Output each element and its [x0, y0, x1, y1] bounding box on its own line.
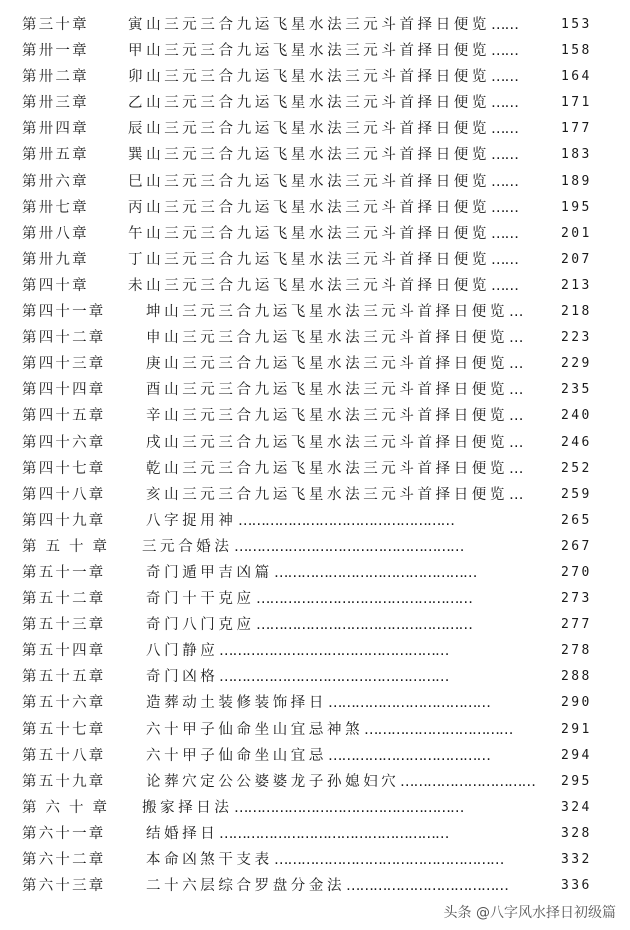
- toc-entry: [0, 403, 630, 429]
- table-of-contents: [0, 12, 630, 899]
- page-number: 278: [561, 643, 592, 659]
- toc-entry: [0, 664, 630, 690]
- leader-dots: ……………………………………………: [219, 669, 449, 686]
- leader-dots: ……: [491, 225, 518, 242]
- chapter-number: 第四十四章: [22, 382, 106, 399]
- toc-entry: [0, 612, 630, 638]
- leader-dots: ……: [491, 147, 518, 164]
- toc-entry: [0, 847, 630, 873]
- leader-dots: …: [509, 356, 523, 373]
- page-number: 336: [561, 878, 592, 894]
- chapter-title: 丙山三元三合九运飞星水法三元斗首择日便览: [128, 199, 490, 216]
- toc-entry: [0, 377, 630, 403]
- leader-dots: …: [509, 330, 523, 347]
- chapter-title: 甲山三元三合九运飞星水法三元斗首择日便览: [128, 43, 490, 60]
- chapter-number: 第四十七章: [22, 460, 106, 477]
- toc-entry: [0, 743, 630, 769]
- chapter-number: 第五十五章: [22, 669, 106, 686]
- chapter-number: 第卅六章: [22, 173, 89, 190]
- chapter-number: 第卅五章: [22, 147, 89, 164]
- chapter-title: 丁山三元三合九运飞星水法三元斗首择日便览: [128, 251, 490, 268]
- leader-dots: ……: [491, 121, 518, 138]
- chapter-title: 奇门八门克应: [146, 617, 255, 634]
- page-number: 189: [561, 173, 592, 189]
- chapter-number: 第四十六章: [22, 434, 106, 451]
- chapter-number: 第 六 十 章: [22, 799, 110, 816]
- leader-dots: …………………………………………: [256, 617, 472, 634]
- leader-dots: ……………………………: [364, 721, 513, 738]
- leader-dots: ……: [491, 95, 518, 112]
- page-number: 246: [561, 434, 592, 450]
- toc-entry: [0, 273, 630, 299]
- toc-entry: [0, 299, 630, 325]
- chapter-number: 第四十八章: [22, 486, 106, 503]
- toc-entry: [0, 717, 630, 743]
- leader-dots: ………………………………: [346, 878, 508, 895]
- chapter-title: 未山三元三合九运飞星水法三元斗首择日便览: [128, 277, 490, 294]
- toc-entry: [0, 795, 630, 821]
- chapter-title: 本命凶煞干支表: [146, 852, 273, 868]
- chapter-title: 搬家择日法: [142, 799, 233, 816]
- chapter-number: 第 五 十 章: [22, 538, 110, 555]
- page-number: 259: [561, 486, 592, 502]
- chapter-title: 寅山三元三合九运飞星水法三元斗首择日便览: [128, 17, 490, 33]
- leader-dots: ………………………………: [328, 695, 490, 712]
- chapter-number: 第六十三章: [22, 878, 106, 895]
- chapter-title: 亥山三元三合九运飞星水法三元斗首择日便览: [146, 486, 508, 503]
- chapter-title: 酉山三元三合九运飞星水法三元斗首择日便览: [146, 382, 508, 399]
- chapter-number: 第卅三章: [22, 95, 89, 112]
- chapter-title: 巽山三元三合九运飞星水法三元斗首择日便览: [128, 147, 490, 164]
- page-number: 265: [561, 512, 592, 528]
- leader-dots: ……: [491, 173, 518, 190]
- toc-entry: [0, 351, 630, 377]
- chapter-number: 第卅四章: [22, 121, 89, 138]
- page-number: 223: [561, 330, 592, 346]
- chapter-number: 第卅九章: [22, 251, 89, 268]
- leader-dots: ………………………………: [328, 747, 490, 764]
- leader-dots: …………………………: [400, 773, 535, 790]
- source-watermark: 头条 @八字风水择日初级篇: [443, 905, 616, 921]
- leader-dots: ……………………………………………: [219, 825, 449, 842]
- toc-entry: [0, 90, 630, 116]
- chapter-title: 卯山三元三合九运飞星水法三元斗首择日便览: [128, 69, 490, 86]
- leader-dots: ……: [491, 277, 518, 294]
- page-number: 295: [561, 773, 592, 789]
- chapter-title: 结婚择日: [146, 825, 219, 842]
- chapter-title: 辰山三元三合九运飞星水法三元斗首择日便览: [128, 121, 490, 138]
- leader-dots: ………………………………………: [274, 564, 477, 581]
- chapter-number: 第卅二章: [22, 69, 89, 86]
- chapter-number: 第四十一章: [22, 304, 106, 321]
- leader-dots: ……: [491, 43, 518, 60]
- chapter-number: 第五十一章: [22, 564, 106, 581]
- page-number: 158: [561, 43, 592, 59]
- leader-dots: ……………………………………………: [219, 643, 449, 660]
- chapter-title: 辛山三元三合九运飞星水法三元斗首择日便览: [146, 408, 508, 425]
- leader-dots: …: [509, 382, 523, 399]
- toc-entry: [0, 116, 630, 142]
- page-number: 332: [561, 852, 592, 867]
- page-number: 273: [561, 591, 592, 607]
- toc-entry: [0, 430, 630, 456]
- page-number: 294: [561, 747, 592, 763]
- chapter-number: 第卅七章: [22, 199, 89, 216]
- page-number: 171: [561, 95, 592, 111]
- chapter-number: 第五十三章: [22, 617, 106, 634]
- page-number: 153: [561, 17, 592, 32]
- page-number: 177: [561, 121, 592, 137]
- chapter-title: 八字捉用神: [146, 512, 237, 529]
- leader-dots: ……: [491, 69, 518, 86]
- chapter-number: 第五十四章: [22, 643, 106, 660]
- chapter-number: 第四十章: [22, 277, 89, 294]
- toc-entry: [0, 142, 630, 168]
- leader-dots: …………………………………………: [256, 591, 472, 608]
- chapter-title: 六十甲子仙命坐山宜忌: [146, 747, 327, 764]
- page-number: 183: [561, 147, 592, 163]
- chapter-title: 二十六层综合罗盘分金法: [146, 878, 346, 895]
- page-number: 267: [561, 538, 592, 554]
- chapter-number: 第四十五章: [22, 408, 106, 425]
- toc-entry: [0, 64, 630, 90]
- toc-entry: [0, 508, 630, 534]
- toc-entry: [0, 586, 630, 612]
- toc-entry: [0, 769, 630, 795]
- chapter-title: 乙山三元三合九运飞星水法三元斗首择日便览: [128, 95, 490, 112]
- page-number: 252: [561, 460, 592, 476]
- chapter-title: 午山三元三合九运飞星水法三元斗首择日便览: [128, 225, 490, 242]
- chapter-title: 三元合婚法: [142, 538, 233, 555]
- chapter-title: 六十甲子仙命坐山宜忌神煞: [146, 721, 364, 738]
- leader-dots: …: [509, 434, 523, 451]
- chapter-number: 第六十一章: [22, 825, 106, 842]
- chapter-number: 第四十九章: [22, 512, 106, 529]
- chapter-number: 第五十九章: [22, 773, 106, 790]
- toc-entry: [0, 534, 630, 560]
- leader-dots: ……: [491, 251, 518, 268]
- leader-dots: ……………………………………………: [274, 852, 504, 868]
- leader-dots: ……………………………………………: [234, 799, 464, 816]
- chapter-title: 奇门遁甲吉凶篇: [146, 564, 273, 581]
- chapter-title: 奇门凶格: [146, 669, 219, 686]
- chapter-title: 乾山三元三合九运飞星水法三元斗首择日便览: [146, 460, 508, 477]
- toc-entry: [0, 195, 630, 221]
- toc-entry: [0, 690, 630, 716]
- toc-entry: [0, 821, 630, 847]
- page-number: 235: [561, 382, 592, 398]
- toc-entry: [0, 638, 630, 664]
- chapter-title: 庚山三元三合九运飞星水法三元斗首择日便览: [146, 356, 508, 373]
- page-number: 195: [561, 199, 592, 215]
- chapter-title: 八门静应: [146, 643, 219, 660]
- leader-dots: ……: [491, 199, 518, 216]
- toc-entry: [0, 38, 630, 64]
- chapter-number: 第卅一章: [22, 43, 89, 60]
- toc-entry: [0, 873, 630, 899]
- chapter-title: 论葬穴定公公婆婆龙子孙媳妇穴: [146, 773, 400, 790]
- chapter-title: 造葬动土装修装饰择日: [146, 695, 327, 712]
- chapter-number: 第五十二章: [22, 591, 106, 608]
- chapter-number: 第五十七章: [22, 721, 106, 738]
- chapter-number: 第四十三章: [22, 356, 106, 373]
- chapter-number: 第卅八章: [22, 225, 89, 242]
- leader-dots: …………………………………………: [238, 512, 454, 529]
- toc-entry: [0, 169, 630, 195]
- page-number: 288: [561, 669, 592, 685]
- page-number: 164: [561, 69, 592, 85]
- page-number: 324: [561, 799, 592, 815]
- toc-entry: [0, 247, 630, 273]
- toc-entry: [0, 456, 630, 482]
- leader-dots: ……………………………………………: [234, 538, 464, 555]
- chapter-title: 奇门十干克应: [146, 591, 255, 608]
- chapter-number: 第四十二章: [22, 330, 106, 347]
- leader-dots: …: [509, 304, 523, 321]
- page-number: 201: [561, 225, 592, 241]
- leader-dots: …: [509, 408, 523, 425]
- chapter-number: 第五十八章: [22, 747, 106, 764]
- leader-dots: …: [509, 486, 523, 503]
- page-number: 328: [561, 825, 592, 841]
- page-number: 207: [561, 251, 592, 267]
- page-number: 270: [561, 564, 592, 580]
- toc-entry: [0, 325, 630, 351]
- chapter-title: 戌山三元三合九运飞星水法三元斗首择日便览: [146, 434, 508, 451]
- toc-entry: [0, 482, 630, 508]
- toc-entry: [0, 560, 630, 586]
- leader-dots: ……: [491, 17, 518, 33]
- page-number: 218: [561, 304, 592, 320]
- page-number: 277: [561, 617, 592, 633]
- toc-entry: [0, 221, 630, 247]
- chapter-title: 申山三元三合九运飞星水法三元斗首择日便览: [146, 330, 508, 347]
- leader-dots: …: [509, 460, 523, 477]
- chapter-title: 巳山三元三合九运飞星水法三元斗首择日便览: [128, 173, 490, 190]
- page-number: 229: [561, 356, 592, 372]
- toc-entry: [0, 12, 630, 38]
- chapter-number: 第六十二章: [22, 852, 106, 868]
- page-number: 291: [561, 721, 592, 737]
- chapter-title: 坤山三元三合九运飞星水法三元斗首择日便览: [146, 304, 508, 321]
- page-number: 213: [561, 277, 592, 293]
- chapter-number: 第五十六章: [22, 695, 106, 712]
- page-number: 290: [561, 695, 592, 711]
- page-number: 240: [561, 408, 592, 424]
- chapter-number: 第三十章: [22, 17, 89, 33]
